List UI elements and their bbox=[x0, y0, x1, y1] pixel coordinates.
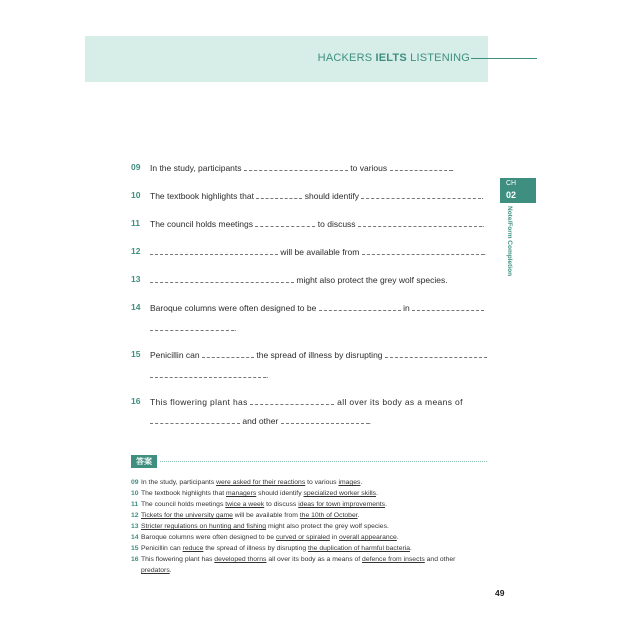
answer-blank[interactable] bbox=[150, 246, 278, 255]
question-number: 14 bbox=[131, 302, 141, 312]
answer-line: 10 The textbook highlights that managers should identify specialized worker skills. bbox=[131, 490, 378, 497]
question-number: 12 bbox=[131, 246, 141, 256]
answer-line: predators. bbox=[141, 567, 172, 574]
question-13: might also protect the grey wolf species. bbox=[150, 274, 495, 286]
answer-line: 11 The council holds meetings twice a week to discuss ideas for town improvements. bbox=[131, 501, 387, 508]
answer-blank[interactable] bbox=[358, 218, 482, 227]
answer-blank[interactable] bbox=[385, 349, 487, 358]
answers-divider bbox=[160, 461, 487, 462]
question-16-continued: and other . bbox=[150, 415, 371, 426]
answer-blank[interactable] bbox=[150, 322, 234, 331]
answer-blank[interactable] bbox=[150, 274, 294, 283]
answer-blank[interactable] bbox=[362, 246, 484, 255]
page-number: 49 bbox=[495, 588, 505, 598]
question-11: The council holds meetings to discuss . bbox=[150, 219, 485, 229]
question-number: 13 bbox=[131, 274, 141, 284]
question-number: 09 bbox=[131, 162, 141, 172]
running-header: HACKERS IELTS LISTENING bbox=[317, 52, 470, 64]
answer-blank[interactable] bbox=[244, 162, 348, 171]
answer-blank[interactable] bbox=[256, 190, 302, 199]
header-rule bbox=[471, 58, 537, 59]
answer-line: 14 Baroque columns were often designed to be curved or spiraled in overall appearance. bbox=[131, 534, 399, 541]
chapter-tab: CH 02 bbox=[500, 178, 536, 203]
answer-line: 15 Penicillin can reduce the spread of illness by disrupting the duplication of harmful bacteria. bbox=[131, 545, 412, 552]
answer-blank[interactable] bbox=[255, 218, 315, 227]
question-number: 11 bbox=[131, 218, 140, 228]
question-14: Baroque columns were often designed to be in bbox=[150, 302, 495, 314]
answer-line: 13 Stricter regulations on hunting and fishing might also protect the grey wolf species. bbox=[131, 523, 389, 530]
question-12: will be available from . bbox=[150, 246, 495, 258]
question-10: The textbook highlights that should identify . bbox=[150, 191, 484, 201]
question-09: In the study, participants to various . bbox=[150, 163, 454, 173]
answer-blank[interactable] bbox=[412, 302, 484, 311]
answer-blank[interactable] bbox=[281, 415, 369, 424]
answer-blank[interactable] bbox=[202, 349, 254, 358]
question-15: Penicillin can the spread of illness by disrupting bbox=[150, 349, 495, 361]
answer-line: 09 In the study, participants were asked for their reactions to various images. bbox=[131, 479, 363, 486]
question-number: 15 bbox=[131, 349, 141, 359]
answer-line: 16 This flowering plant has developed thorns all over its body as a means of defence from insects and other bbox=[131, 556, 456, 563]
answer-blank[interactable] bbox=[150, 369, 266, 378]
question-14-continued: . bbox=[150, 322, 236, 333]
answer-line: 12 Tickets for the university game will be available from the 10th of October. bbox=[131, 512, 360, 519]
chapter-label: Note/Form Completion bbox=[506, 206, 513, 277]
answer-blank[interactable] bbox=[250, 396, 334, 405]
question-15-continued: . bbox=[150, 369, 268, 380]
answer-blank[interactable] bbox=[390, 162, 452, 171]
answer-blank[interactable] bbox=[361, 190, 481, 199]
answer-blank[interactable] bbox=[319, 302, 401, 311]
question-number: 10 bbox=[131, 190, 141, 200]
answer-blank[interactable] bbox=[150, 415, 240, 424]
answers-heading: 答案 bbox=[131, 455, 157, 468]
question-16: This flowering plant has all over its body as a means of bbox=[150, 397, 463, 407]
question-number: 16 bbox=[131, 396, 141, 406]
